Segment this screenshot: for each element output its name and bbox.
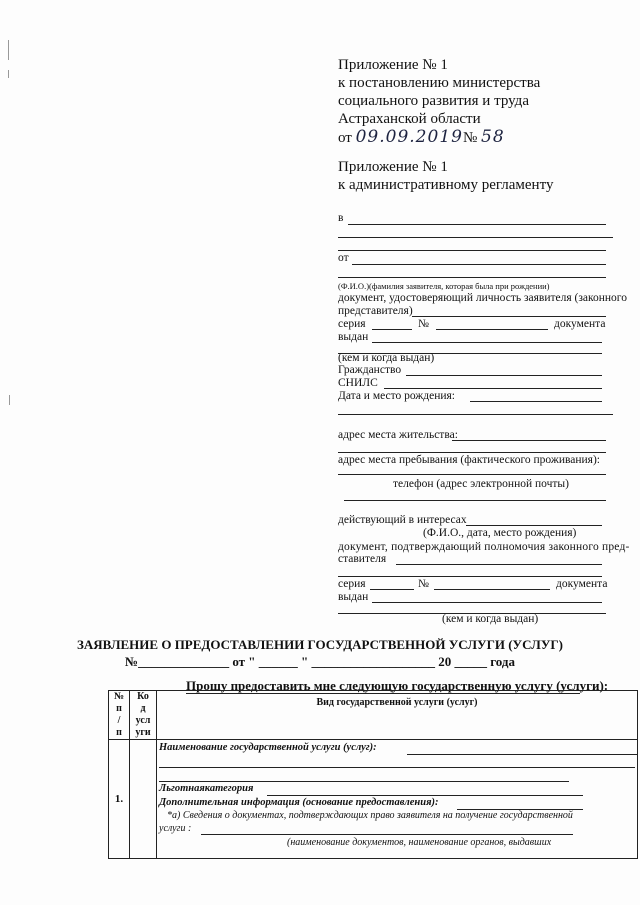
number2-field-line — [434, 589, 550, 590]
header-code-text: Ко — [137, 691, 149, 702]
citizenship-field-line — [406, 375, 602, 376]
header-service-cell — [157, 691, 638, 740]
header-number-text: / — [117, 715, 121, 726]
birth-field-line — [470, 401, 602, 402]
header-code-cell — [130, 691, 157, 740]
row-number: 1. — [114, 793, 124, 805]
acting-label: действующий в интересах — [338, 514, 467, 526]
issued2-field-line — [372, 602, 602, 603]
extra-info-label: Дополнительная информация (основание предоставления): — [159, 797, 439, 808]
appendix1-date-line — [338, 128, 540, 147]
header-number-text: п — [116, 727, 122, 738]
number-label: № — [418, 318, 429, 330]
number2-label: № — [418, 578, 429, 590]
number-prefix: № — [462, 130, 478, 146]
to-field-line — [338, 237, 613, 238]
header-service-text: Вид государственной услуги (услуг) — [316, 697, 478, 708]
service-name-line[interactable] — [159, 767, 635, 768]
service-name-line[interactable] — [407, 754, 637, 755]
appendix2-line: к административному регламенту — [338, 177, 554, 193]
issued-caption: (кем и когда выдан) — [338, 352, 435, 364]
number-field-line — [436, 329, 548, 330]
rep-doc-field-line — [396, 564, 602, 565]
statement-number-date: №______________ от " ______ " ___________________ 20 _____ года — [125, 654, 515, 669]
document-label: документа — [554, 318, 606, 330]
table-row — [109, 740, 638, 859]
residence-label: адрес места жительства: — [338, 429, 458, 441]
row-service-cell[interactable] — [157, 740, 638, 859]
birth-label: Дата и место рождения: — [338, 390, 456, 402]
residence-field-line — [338, 452, 606, 453]
from-field-line — [338, 277, 606, 278]
citizenship-label: Гражданство — [338, 364, 402, 376]
appendix2-block — [338, 158, 553, 194]
docs-line[interactable] — [201, 834, 573, 835]
acting-field-line — [466, 525, 602, 526]
snils-field-line — [384, 388, 602, 389]
header-code-text: усл — [135, 715, 151, 726]
document2-label: документа — [556, 578, 608, 590]
snils-label: СНИЛС — [338, 377, 378, 389]
margin-mark — [8, 40, 9, 60]
from-field-line — [352, 264, 606, 265]
id-doc-label: документ, удостоверяющий личность заявителя (законного — [338, 292, 627, 304]
header-number-text: п — [116, 703, 122, 714]
appendix1-block — [338, 56, 540, 147]
series-field-line — [372, 329, 412, 330]
birth-field-line — [338, 414, 613, 415]
appendix1-line: социального развития и труда — [338, 93, 529, 109]
docs-caption: (наименование документов, наименование органов, выдавших — [287, 837, 552, 848]
services-table — [108, 690, 638, 859]
to-field-line — [338, 250, 606, 251]
id-doc-label-cont: представителя) — [338, 305, 413, 317]
appendix1-line: Астраханской области — [338, 111, 481, 127]
header-code-text: уги — [135, 727, 151, 738]
issued-label: выдан — [338, 331, 369, 343]
phone-field-line — [344, 500, 606, 501]
issued2-label: выдан — [338, 591, 369, 603]
id-doc-field-line — [412, 316, 606, 317]
request-text: Прошу предоставить мне следующую государственную услугу (услуги): — [186, 678, 609, 693]
fio-caption: (Ф.И.О.)(фамилия заявителя, которая была при рождении) — [338, 281, 550, 291]
stay-field-line — [338, 474, 606, 475]
acting-caption: (Ф.И.О., дата, место рождения) — [423, 527, 577, 539]
to-label: в — [338, 212, 344, 224]
header-number-cell — [109, 691, 130, 740]
handwritten-number: 58 — [481, 127, 505, 147]
handwritten-date: 09.09.2019 — [355, 127, 463, 147]
series2-field-line — [370, 589, 414, 590]
service-name-line[interactable] — [159, 781, 569, 782]
issued2-caption: (кем и когда выдан) — [442, 613, 539, 625]
row-number-cell — [109, 740, 130, 859]
service-name-label: Наименование государственной услуги (услуг): — [159, 742, 377, 753]
rep-doc-field-line — [338, 576, 602, 577]
margin-mark — [8, 70, 9, 78]
date-prefix: от — [338, 130, 352, 146]
series2-label: серия — [338, 578, 366, 590]
appendix1-line: Приложение № 1 — [338, 57, 448, 73]
row-code-cell — [130, 740, 157, 859]
docs-note: *а) Сведения о документах, подтверждающих право заявителя на получение государственной — [167, 810, 573, 821]
header-code-text: д — [140, 703, 146, 714]
statement-title: ЗАЯВЛЕНИЕ О ПРЕДОСТАВЛЕНИИ ГОСУДАРСТВЕННОЙ УСЛУГИ (УСЛУГ) — [77, 637, 563, 652]
margin-mark — [9, 395, 10, 405]
rep-doc-label: документ, подтверждающий полномочия законного пред- — [338, 541, 630, 553]
privilege-line[interactable] — [267, 795, 583, 796]
rep-doc-label-cont: ставителя — [338, 553, 387, 565]
residence-field-line — [452, 440, 606, 441]
phone-caption: телефон (адрес электронной почты) — [393, 478, 569, 490]
issued-field-line — [372, 342, 602, 343]
to-field-line — [348, 224, 606, 225]
from-label: от — [338, 252, 349, 264]
header-number-text: № — [113, 691, 125, 702]
appendix1-line: к постановлению министерства — [338, 75, 541, 91]
stay-label: адрес места пребывания (фактического проживания): — [338, 454, 600, 466]
privilege-label: Льготнаякатегория — [159, 783, 254, 794]
appendix2-line: Приложение № 1 — [338, 159, 448, 175]
series-label: серия — [338, 318, 366, 330]
table-header-row — [109, 691, 638, 740]
docs-note-cont: услуги : — [159, 823, 192, 834]
